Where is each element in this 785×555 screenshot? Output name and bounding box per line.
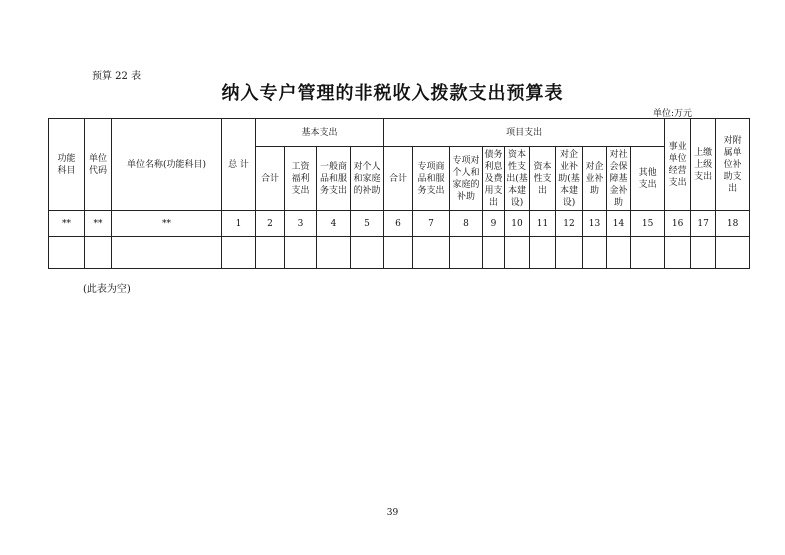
empty-cell [317,237,351,269]
empty-cell [222,237,256,269]
empty-cell [716,237,750,269]
empty-cell [631,237,665,269]
empty-data-row [49,237,750,269]
index-cell: 5 [351,211,384,237]
empty-cell [413,237,450,269]
header-basic-col: 对个人和家庭的补助 [351,147,384,211]
index-cell: 13 [583,211,607,237]
empty-table-note: (此表为空) [83,284,131,295]
header-project-col: 对社会保障基金补助 [607,147,631,211]
empty-cell [691,237,716,269]
index-cell: 11 [530,211,556,237]
header-project-col: 专项商品和服务支出 [413,147,450,211]
page-title: 纳入专户管理的非税收入拨款支出预算表 [221,83,564,104]
index-cell: 7 [413,211,450,237]
empty-cell [450,237,483,269]
empty-cell [112,237,222,269]
empty-cell [285,237,317,269]
empty-cell [351,237,384,269]
index-cell: ** [49,211,85,237]
header-basic-col: 工资福利支出 [285,147,317,211]
index-cell: 2 [256,211,285,237]
index-cell: ** [85,211,112,237]
header-basic-col: 合计 [256,147,285,211]
header-func-subject: 功能科目 [49,119,85,211]
index-cell: 17 [691,211,716,237]
header-basic-group: 基本支出 [256,119,384,147]
header-project-col: 资本性支出 [530,147,556,211]
header-unit-name: 单位名称(功能科目) [112,119,222,211]
empty-cell [483,237,505,269]
header-project-col: 对企业补助 [583,147,607,211]
empty-cell [665,237,691,269]
header-project-col: 对企业补助(基本建设) [556,147,583,211]
header-basic-col: 一般商品和服务支出 [317,147,351,211]
header-total: 总 计 [222,119,256,211]
index-cell: ** [112,211,222,237]
header-subsidiary: 对附属单位补助支出 [716,119,750,211]
empty-cell [384,237,413,269]
empty-cell [556,237,583,269]
index-cell: 15 [631,211,665,237]
index-cell: 9 [483,211,505,237]
index-cell: 12 [556,211,583,237]
unit-label: 单位:万元 [653,109,693,119]
index-cell: 18 [716,211,750,237]
header-business-op: 事业单位经营支出 [665,119,691,211]
header-upper-payment: 上缴上级支出 [691,119,716,211]
empty-cell [583,237,607,269]
empty-cell [530,237,556,269]
doc-label: 预算 22 表 [92,71,142,82]
empty-cell [256,237,285,269]
empty-cell [607,237,631,269]
index-cell: 3 [285,211,317,237]
page-number: 39 [386,508,399,518]
header-project-col: 专项对个人和家庭的补助 [450,147,483,211]
index-cell: 6 [384,211,413,237]
index-row [49,211,750,237]
budget-table [48,118,750,269]
header-project-col: 债务利息及费用支出 [483,147,505,211]
header-row-group [49,119,750,147]
header-project-col: 合计 [384,147,413,211]
header-unit-code: 单位代码 [85,119,112,211]
empty-cell [85,237,112,269]
index-cell: 14 [607,211,631,237]
empty-cell [505,237,530,269]
index-cell: 4 [317,211,351,237]
index-cell: 10 [505,211,530,237]
index-cell: 8 [450,211,483,237]
index-cell: 1 [222,211,256,237]
index-cell: 16 [665,211,691,237]
empty-cell [49,237,85,269]
header-project-col: 资本性支出(基本建设) [505,147,530,211]
header-project-col: 其他支出 [631,147,665,211]
header-project-group: 项目支出 [384,119,665,147]
